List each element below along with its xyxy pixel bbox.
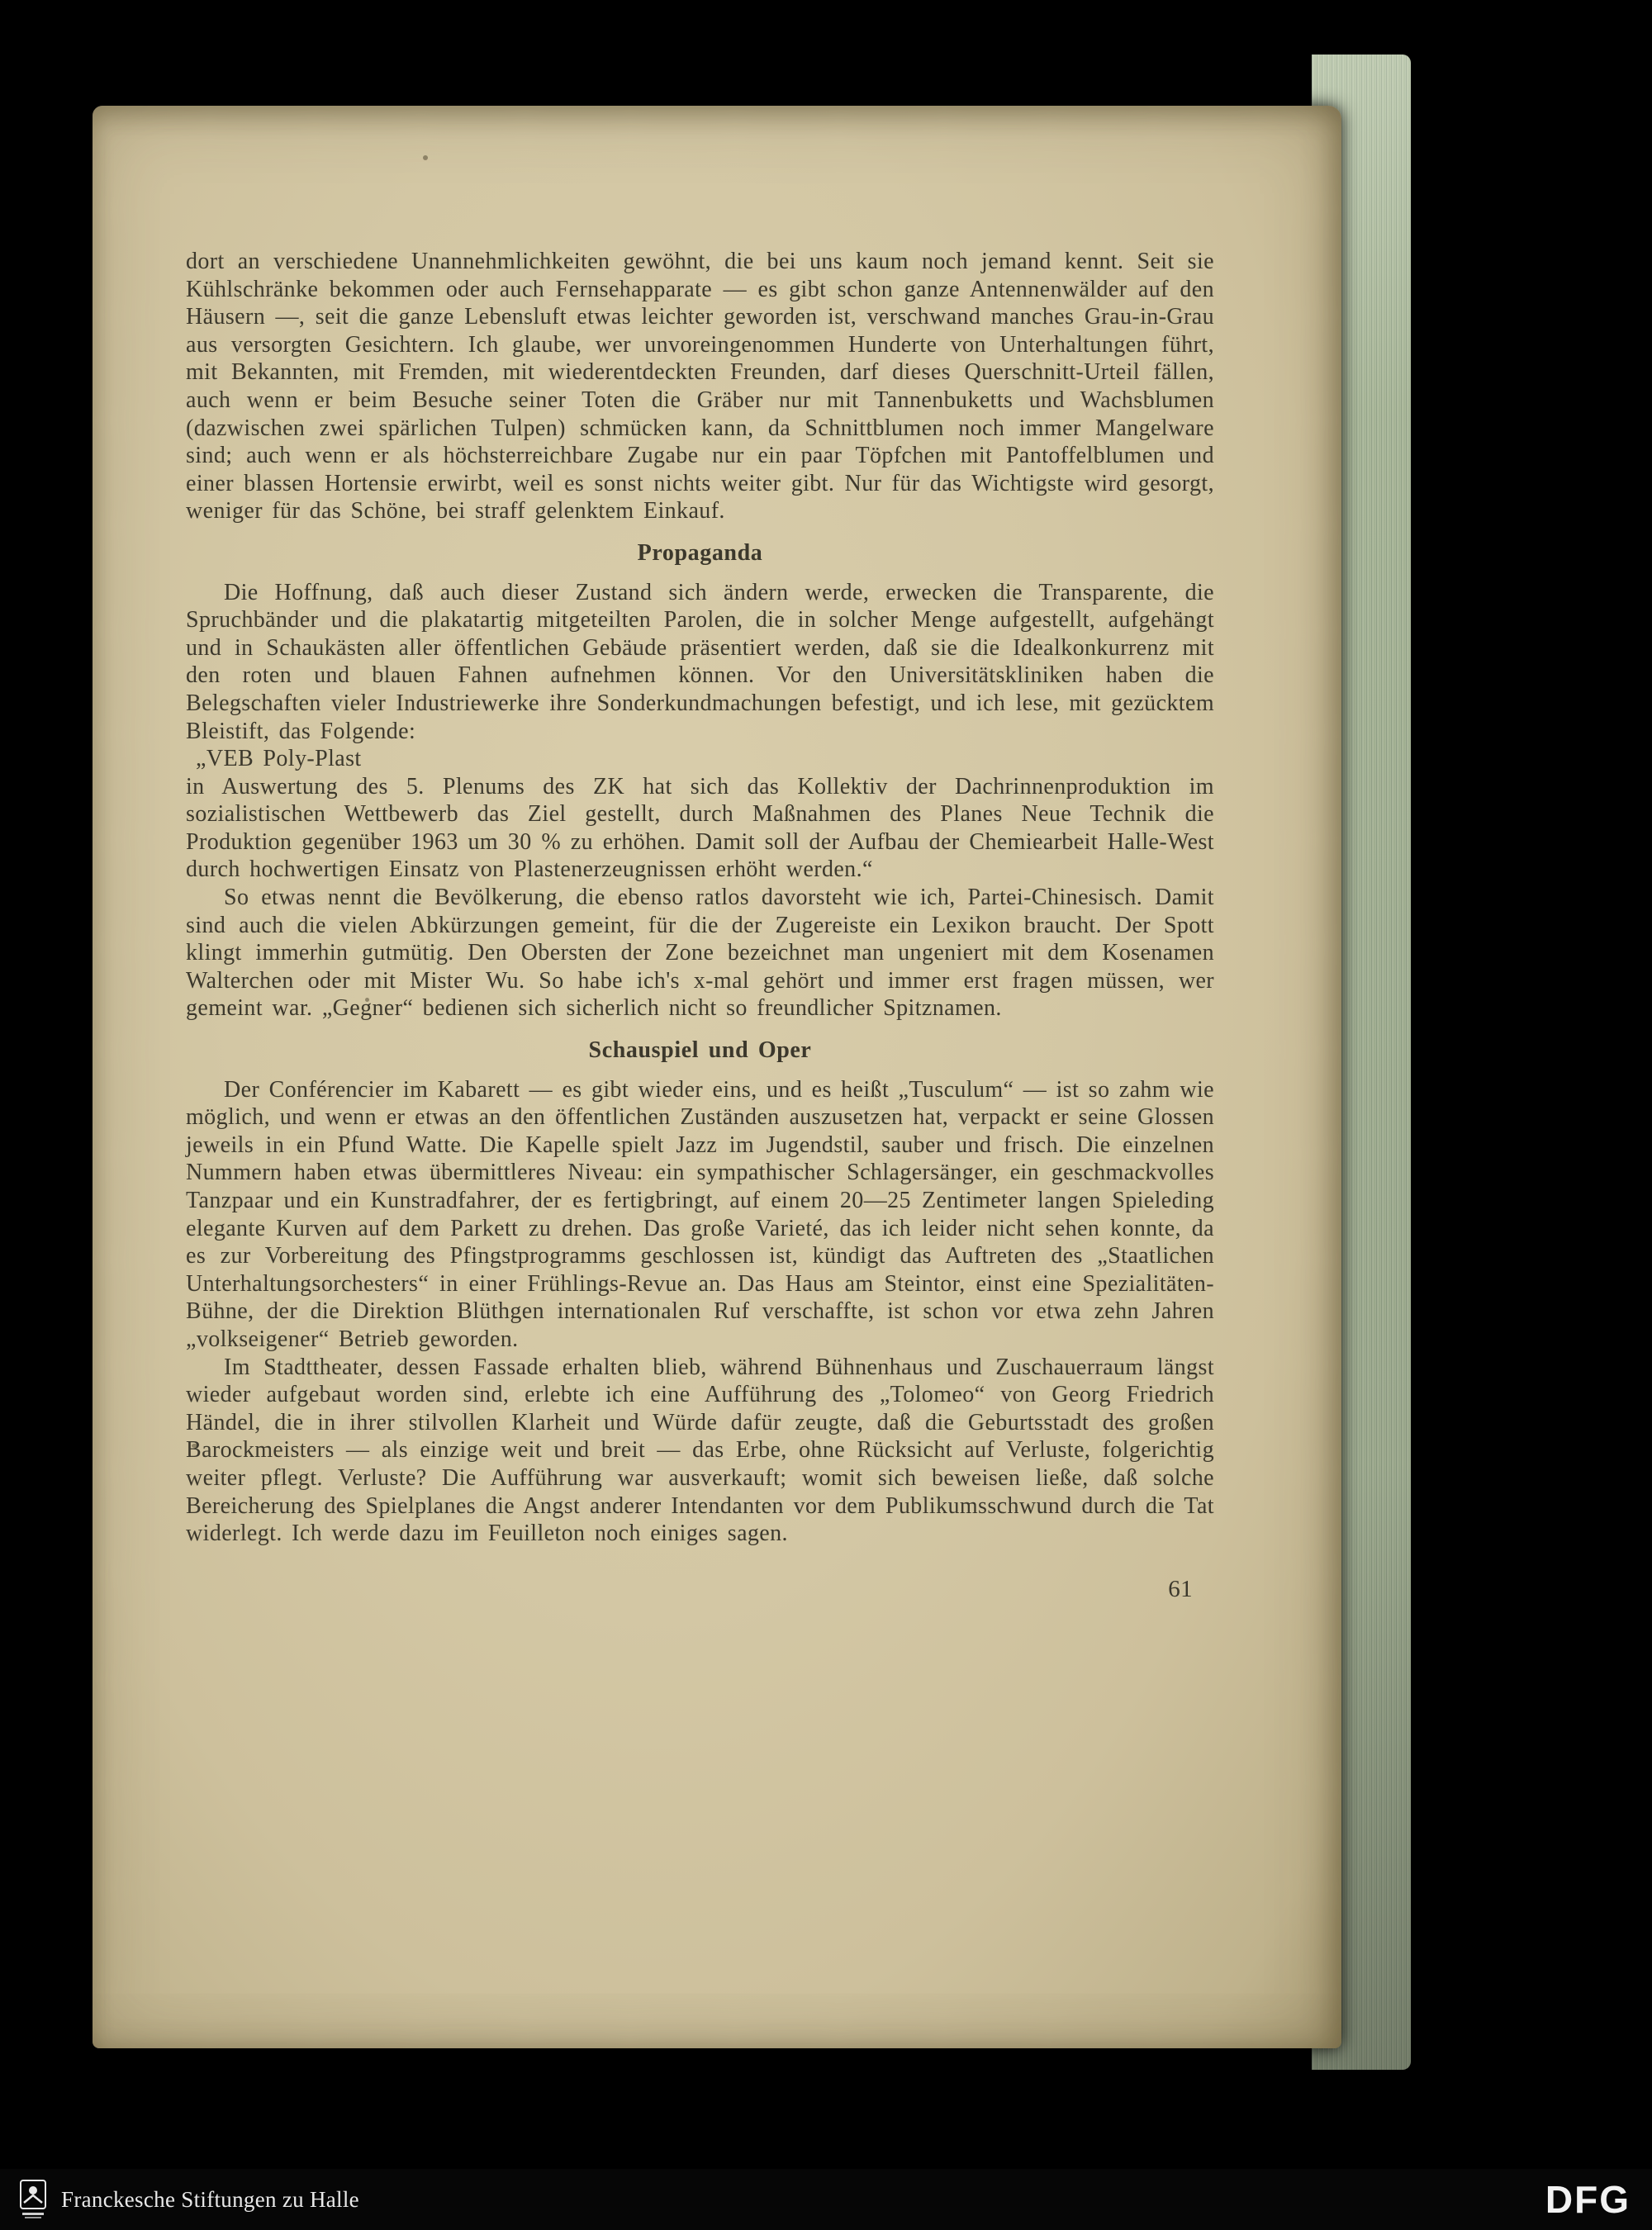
paragraph-continuation: dort an verschiedene Unannehmlichkeiten gewöhnt, die bei uns kaum noch jemand kennt. Seit sie Kühlschränke bekommen oder auch Fernsehapparate — es gibt schon ganze Antennenwälder auf den Häusern —, seit die ganze Lebensluft etwas leichter geworden ist, verschwand manches Grau-in-Grau aus versorgten Gesichtern. Ich glaube, wer unvoreingenommen Hunderte von Unterhaltungen führt, mit Bekannten, mit Fremden, mit wiederentdeckten Freunden, darf dieses Querschnitt-Urteil fällen, auch wenn er beim Besuche seiner Toten die Gräber nur mit Tannenbuketts und Wachsblumen (dazwischen zwei spärlichen Tulpen) schmücken kann, da Schnittblumen noch immer Mangelware sind; auch wenn er als höchsterreichbare Zugabe nur ein paar Töpfchen mit Pantoffelblumen und einer blassen Hortensie erwirbt, weil es sonst nichts weiter gibt. Nur für das Wichtigste wird gesorgt, weniger für das Schöne, bei straff gelenktem Einkauf.: [186, 249, 1214, 524]
section-heading-schauspiel-und-oper: Schauspiel und Oper: [588, 1037, 812, 1064]
paragraph-parteichinesisch: So etwas nennt die Bevölkerung, die ebenso ratlos davorsteht wie ich, Partei-Chinesisch. Damit sind auch die vielen Abkürzungen gemeint, für die der Zugereiste ein Lexikon braucht. Der Spott klingt immerhin gutmütig. Den Obersten der Zone bezeichnet man ungeniert mit dem Kosenamen Walterchen oder mit Mister Wu. So habe ich's x-mal gehört und immer erst fragen müssen, wer gemeint war. „Gegner“ bedienen sich sicherlich nicht so freundlicher Spitznamen.: [186, 885, 1214, 1022]
quote-title: „VEB Poly-Plast: [196, 746, 362, 772]
paragraph-stadttheater: Im Stadttheater, dessen Fassade erhalten blieb, während Bühnenhaus und Zuschauerraum längst wieder aufgebaut worden sind, erlebte ich eine Aufführung des „Tolomeo“ von Georg Friedrich Händel, die in ihrer stilvollen Klarheit und Würde dafür zeugte, daß die Geburtsstadt des großen Barockmeisters — als einzige weit und breit — das Erbe, ohne Rücksicht auf Verluste, folgerichtig weiter pflegt. Verluste? Die Aufführung war ausverkauft; womit sich beweisen ließe, daß solche Bereicherung des Spielplanes die Angst anderer Intendanten vor dem Publikumsschwund durch die Tat widerlegt. Ich werde dazu im Feuilleton noch einiges sagen.: [186, 1354, 1214, 1547]
section-heading-propaganda: Propaganda: [637, 539, 763, 566]
text-column: [186, 248, 1214, 1603]
viewer-footer: [0, 2169, 1652, 2230]
francke-stiftungen-logo-icon: [18, 2179, 48, 2220]
page-number: 61: [1168, 1575, 1193, 1602]
paragraph-hoffnung: Die Hoffnung, daß auch dieser Zustand sich ändern werde, erwecken die Transparente, die Spruchbänder und die plakatartig mitgeteilten Parolen, die in solcher Menge aufgestellt, aufgehängt und in Schaukästen aller öffentlichen Gebäude präsentiert werden, daß sie die Idealkonkurrenz mit den roten und blauen Fahnen aufnehmen können. Vor den Universitätskliniken haben die Belegschaften vieler Industriewerke ihre Sonderkundmachungen befestigt, und ich lese, mit gezücktem Bleistift, das Folgende:: [186, 579, 1214, 744]
quote-body: in Auswertung des 5. Plenums des ZK hat sich das Kollektiv der Dachrinnenproduktion im sozialistischen Wettbewerb das Ziel gestellt, durch Maßnahmen des Planes Neue Technik die Produktion gegenüber 1963 um 30 % zu erhöhen. Damit soll der Aufbau der Chemiearbeit Halle-West durch hochwertigen Einsatz von Plastenerzeugnissen erhöht werden.“: [186, 773, 1214, 883]
book-page: [93, 106, 1341, 2048]
institution-label: Franckesche Stiftungen zu Halle: [61, 2186, 359, 2212]
paragraph-conferencier: Der Conférencier im Kabarett — es gibt wieder eins, und es heißt „Tusculum“ — ist so zahm wie möglich, und wenn er etwas an den öffentlichen Zuständen auszusetzen hat, verpackt er seine Glossen jeweils in ein Pfund Watte. Die Kapelle spielt Jazz im Jugendstil, sauber und frisch. Die einzelnen Nummern haben etwas übermittleres Niveau: ein sympathischer Schlagersänger, ein geschmackvolles Tanzpaar und ein Kunstradfahrer, der es fertigbringt, auf einem 20—25 Zentimeter langen Spieleding elegante Kurven auf dem Parkett zu drehen. Das große Varieté, das ich leider nicht sehen konnte, da es zur Vorbereitung des Pfingstprogramms geschlossen ist, kündigt das Auftreten des „Staatlichen Unterhaltungsorchesters“ in einer Frühlings-Revue an. Das Haus am Steintor, einst eine Spezialitäten-Bühne, der die Direktion Blüthgen internationalen Ruf verschaffte, ist schon vor etwa zehn Jahren „volkseigener“ Betrieb geworden.: [186, 1076, 1215, 1352]
footer-institution-block: [0, 2179, 359, 2220]
dfg-logo: DFG: [1545, 2178, 1631, 2221]
paper-speck: [423, 155, 428, 160]
